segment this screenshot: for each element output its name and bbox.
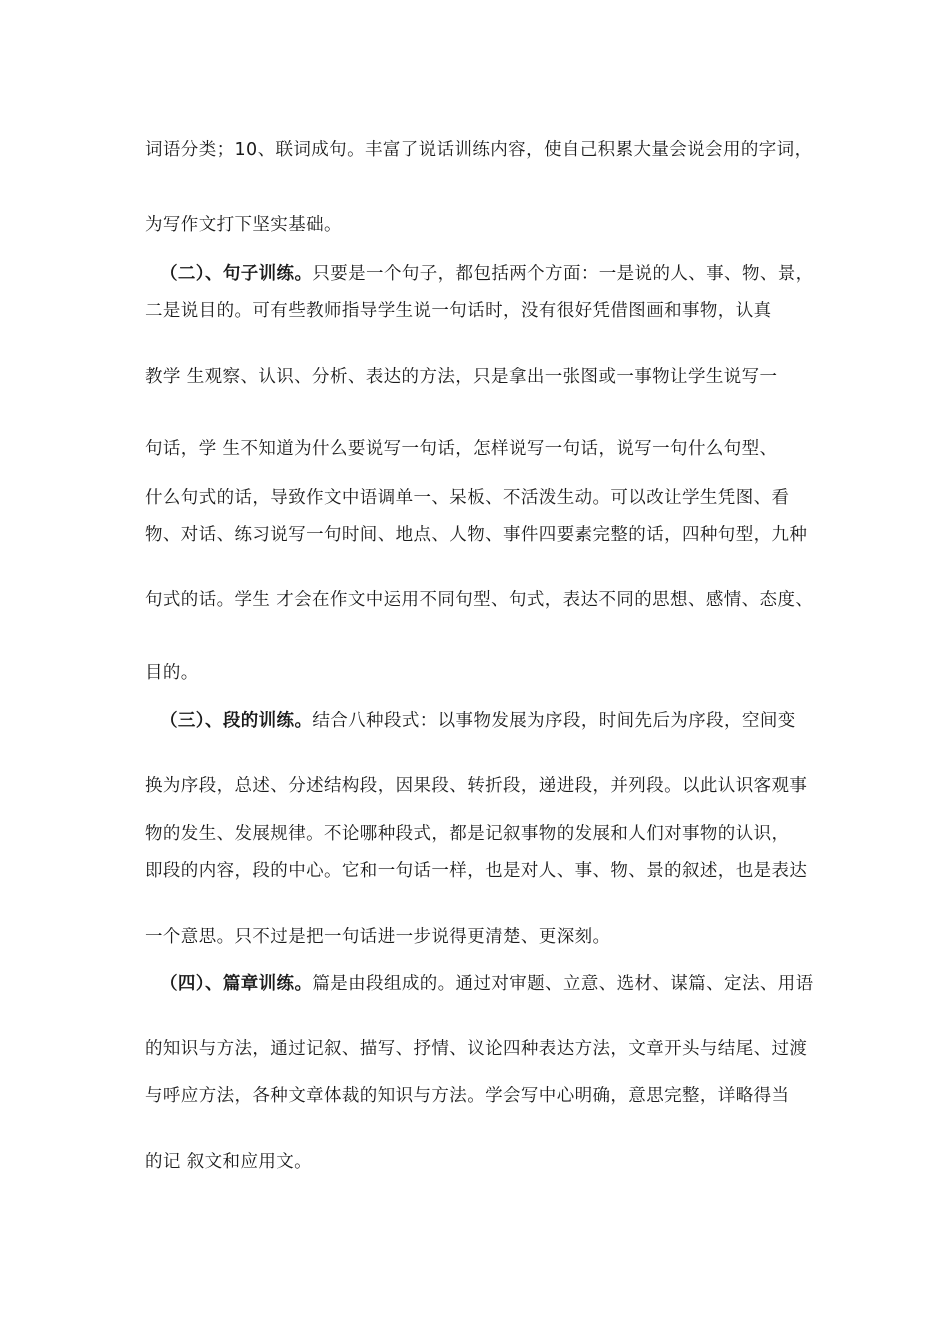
text-line: 换为序段，总述、分述结构段，因果段、转折段，递进段，并列段。以此认识客观事 (145, 776, 808, 796)
section-heading-line: （二）、句子训练。只要是一个句子，都包括两个方面：一是说的人、事、物、景， (160, 264, 814, 284)
text-line: 与呼应方法，各种文章体裁的知识与方法。学会写中心明确，意思完整，详略得当 (145, 1086, 790, 1106)
text-line: 的记 叙文和应用文。 (145, 1152, 313, 1172)
text-line: 物的发生、发展规律。不论哪种段式，都是记叙事物的发展和人们对事物的认识， (145, 824, 790, 844)
text-line: 教学 生观察、认识、分析、表达的方法，只是拿出一张图或一事物让学生说写一 (145, 367, 778, 387)
section-heading-line: （三）、段的训练。结合八种段式：以事物发展为序段，时间先后为序段，空间变 (160, 711, 796, 731)
text-line: 一个意思。只不过是把一句话进一步说得更清楚、更深刻。 (145, 927, 611, 947)
section-heading-line: （四）、篇章训练。篇是由段组成的。通过对审题、立意、选材、谋篇、定法、用语 (160, 974, 814, 994)
text-line: 句话，学 生不知道为什么要说写一句话，怎样说写一句话，说写一句什么句型、 (145, 439, 778, 459)
section-heading: （四）、篇章训练。 (160, 974, 313, 994)
section-heading: （三）、段的训练。 (160, 711, 313, 731)
text-line: 什么句式的话，导致作文中语调单一、呆板、不活泼生动。可以改让学生凭图、看 (145, 488, 790, 508)
text-line: 即段的内容，段的中心。它和一句话一样，也是对人、事、物、景的叙述，也是表达 (145, 861, 808, 881)
text-line: 物、对话、练习说写一句时间、地点、人物、事件四要素完整的话，四种句型，九种 (145, 525, 808, 545)
text-line: 句式的话。学生 才会在作文中运用不同句型、句式，表达不同的思想、感情、态度、 (145, 590, 814, 610)
text-line: 目的。 (145, 663, 199, 683)
text-line: 二是说目的。可有些教师指导学生说一句话时，没有很好凭借图画和事物，认真 (145, 301, 772, 321)
text-line: 为写作文打下坚实基础。 (145, 215, 342, 235)
section-heading: （二）、句子训练。 (160, 264, 313, 284)
text-line: 的知识与方法，通过记叙、描写、抒情、议论四种表达方法，文章开头与结尾、过渡 (145, 1039, 808, 1059)
text-line: 词语分类；10、联词成句。丰富了说话训练内容，使自己积累大量会说会用的字词， (145, 140, 813, 160)
